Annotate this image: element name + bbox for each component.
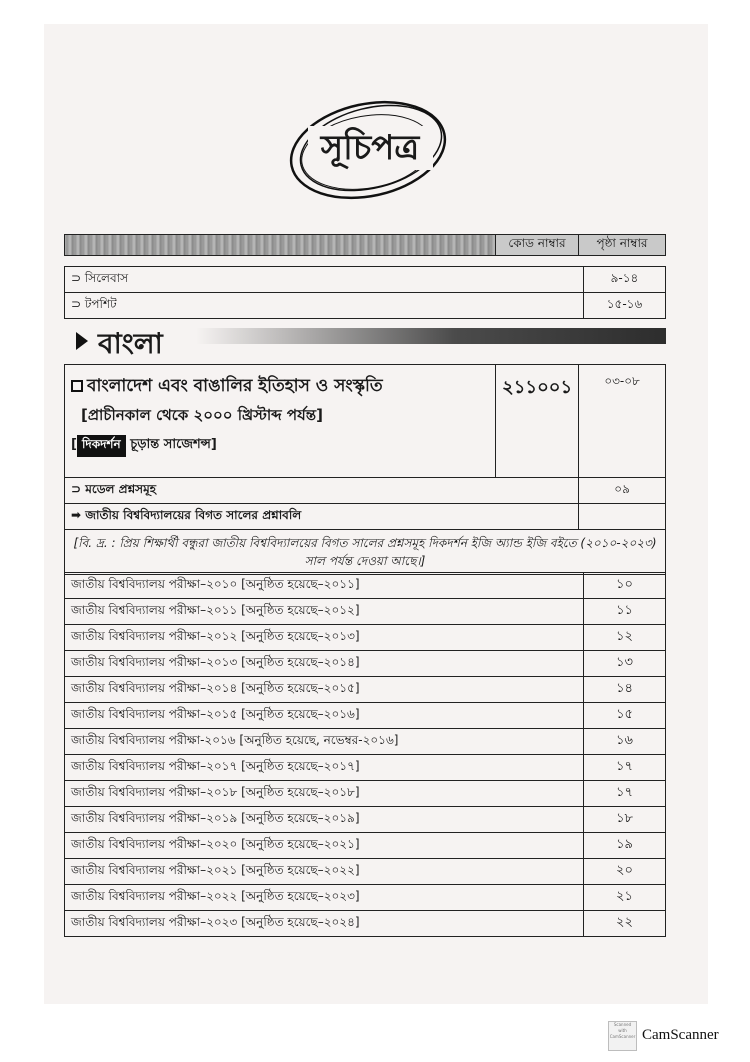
exam-page: ২০ <box>584 859 666 885</box>
table-row <box>65 599 666 625</box>
note-text: [বি. দ্র. : প্রিয় শিক্ষার্থী বন্ধুরা জাতীয় বিশ্ববিদ্যালয়ের বিগত সালের প্রশ্নসমূহ দিকদর্শন ইজি অ্যান্ড ইজি বইতে (২০১০-২০২৩) সাল পর্যন্ত দেওয়া আছে।] <box>65 530 666 575</box>
exam-page: ১৫ <box>584 703 666 729</box>
table-row <box>65 267 666 293</box>
table-row <box>65 293 666 319</box>
model-label: ⊃ মডেল প্রশ্নসমূহ <box>65 478 579 504</box>
exam-label: জাতীয় বিশ্ববিদ্যালয় পরীক্ষা–২০২২ [অনুষ্ঠিত হয়েছে–২০২৩] <box>65 885 584 911</box>
intro-rows <box>64 266 666 319</box>
table-row <box>65 859 666 885</box>
page-title: সূচিপত্র <box>320 128 420 168</box>
exam-label: জাতীয় বিশ্ববিদ্যালয় পরীক্ষা-২০১৬ [অনুষ্ঠিত হয়েছে, নভেম্বর-২০১৬] <box>65 729 584 755</box>
table-row <box>65 781 666 807</box>
subject-subtitle: [প্রাচীনকাল থেকে ২০০০ খ্রিস্টাব্দ পর্যন্ত] <box>81 406 323 424</box>
topsheet-label: ⊃ টপশিট <box>65 293 584 319</box>
note-row <box>65 530 666 575</box>
table-row <box>65 573 666 599</box>
exam-page: ১৭ <box>584 781 666 807</box>
exam-page: ২২ <box>584 911 666 937</box>
exam-page: ১৩ <box>584 651 666 677</box>
exam-label: জাতীয় বিশ্ববিদ্যালয় পরীক্ষা–২০১৪ [অনুষ্ঠিত হয়েছে–২০১৫] <box>65 677 584 703</box>
model-row <box>65 478 666 504</box>
past-label: ➡ জাতীয় বিশ্ববিদ্যালয়ের বিগত সালের প্রশ্নাবলি <box>65 504 579 530</box>
page-column-header: পৃষ্ঠা নাম্বার <box>579 235 666 256</box>
table-row <box>65 729 666 755</box>
table-row <box>65 833 666 859</box>
brand-logo: দিকদর্শন <box>77 435 126 457</box>
table-row <box>65 625 666 651</box>
subject-table <box>64 364 666 575</box>
suggestion-text: চূড়ান্ত সাজেশন্স] <box>130 437 217 452</box>
exam-label: জাতীয় বিশ্ববিদ্যালয় পরীক্ষা–২০১৩ [অনুষ্ঠিত হয়েছে–২০১৪] <box>65 651 584 677</box>
exam-label: জাতীয় বিশ্ববিদ্যালয় পরীক্ষা–২০১৭ [অনুষ্ঠিত হয়েছে–২০১৭] <box>65 755 584 781</box>
exam-label: জাতীয় বিশ্ববিদ্যালয় পরীক্ষা–২০১৮ [অনুষ্ঠিত হয়েছে–২০১৮] <box>65 781 584 807</box>
topsheet-page: ১৫-১৬ <box>584 293 666 319</box>
subject-title: বাংলাদেশ এবং বাঙালির ইতিহাস ও সংস্কৃতি <box>87 376 383 396</box>
exam-label: জাতীয় বিশ্ববিদ্যালয় পরীক্ষা–২০১৫ [অনুষ্ঠিত হয়েছে–২০১৬] <box>65 703 584 729</box>
play-arrow-icon <box>76 332 88 350</box>
square-bullet-icon <box>71 380 83 392</box>
table-row <box>65 703 666 729</box>
exam-page: ১৭ <box>584 755 666 781</box>
table-row <box>65 651 666 677</box>
camscanner-brand: CamScanner <box>642 1027 719 1043</box>
subject-pages: ০৩-০৮ <box>579 365 666 478</box>
exam-label: জাতীয় বিশ্ববিদ্যালয় পরীক্ষা–২০১১ [অনুষ্ঠিত হয়েছে–২০১২] <box>65 599 584 625</box>
intro-table <box>64 234 666 256</box>
subject-cell: বাংলাদেশ এবং বাঙালির ইতিহাস ও সংস্কৃতি [প্রাচীনকাল থেকে ২০০০ খ্রিস্টাব্দ পর্যন্ত] [ দিকদর্শন চূড়ান্ত সাজেশন্স] <box>65 365 496 478</box>
section-name: বাংলা <box>98 327 163 360</box>
code-column-header: কোড নাম্বার <box>496 235 579 256</box>
table-row <box>65 677 666 703</box>
subject-row <box>65 365 666 478</box>
section-heading-bar <box>196 328 666 344</box>
exam-page: ১২ <box>584 625 666 651</box>
exam-label: জাতীয় বিশ্ববিদ্যালয় পরীক্ষা–২০১২ [অনুষ্ঠিত হয়েছে–২০১৩] <box>65 625 584 651</box>
exam-label: জাতীয় বিশ্ববিদ্যালয় পরীক্ষা–২০১০ [অনুষ্ঠিত হয়েছে–২০১১] <box>65 573 584 599</box>
exam-label: জাতীয় বিশ্ববিদ্যালয় পরীক্ষা–২০২০ [অনুষ্ঠিত হয়েছে–২০২১] <box>65 833 584 859</box>
exam-page: ১৯ <box>584 833 666 859</box>
exam-table <box>64 572 666 937</box>
model-page: ০৯ <box>579 478 666 504</box>
exam-label: জাতীয় বিশ্ববিদ্যালয় পরীক্ষা–২০২১ [অনুষ্ঠিত হয়েছে–২০২২] <box>65 859 584 885</box>
table-row <box>65 755 666 781</box>
camscanner-small-text: Scanned with CamScanner <box>609 1022 636 1039</box>
table-row <box>65 885 666 911</box>
table-row <box>65 807 666 833</box>
exam-page: ১১ <box>584 599 666 625</box>
exam-label: জাতীয় বিশ্ববিদ্যালয় পরীক্ষা–২০২৩ [অনুষ্ঠিত হয়েছে–২০২৪] <box>65 911 584 937</box>
table-row <box>65 911 666 937</box>
exam-page: ১০ <box>584 573 666 599</box>
exam-label: জাতীয় বিশ্ববিদ্যালয় পরীক্ষা–২০১৯ [অনুষ্ঠিত হয়েছে–২০১৯] <box>65 807 584 833</box>
header-blank <box>65 235 496 256</box>
syllabus-page: ৯-১৪ <box>584 267 666 293</box>
camscanner-watermark <box>608 1021 740 1051</box>
past-row <box>65 504 666 530</box>
exam-page: ১৬ <box>584 729 666 755</box>
camscanner-logo-icon <box>608 1021 637 1051</box>
page-title-block <box>283 92 453 202</box>
syllabus-label: ⊃ সিলেবাস <box>65 267 584 293</box>
exam-page: ১৮ <box>584 807 666 833</box>
section-heading <box>76 324 666 360</box>
exam-page: ২১ <box>584 885 666 911</box>
subject-code: ২১১০০১ <box>496 365 579 478</box>
exam-page: ১৪ <box>584 677 666 703</box>
past-page <box>579 504 666 530</box>
